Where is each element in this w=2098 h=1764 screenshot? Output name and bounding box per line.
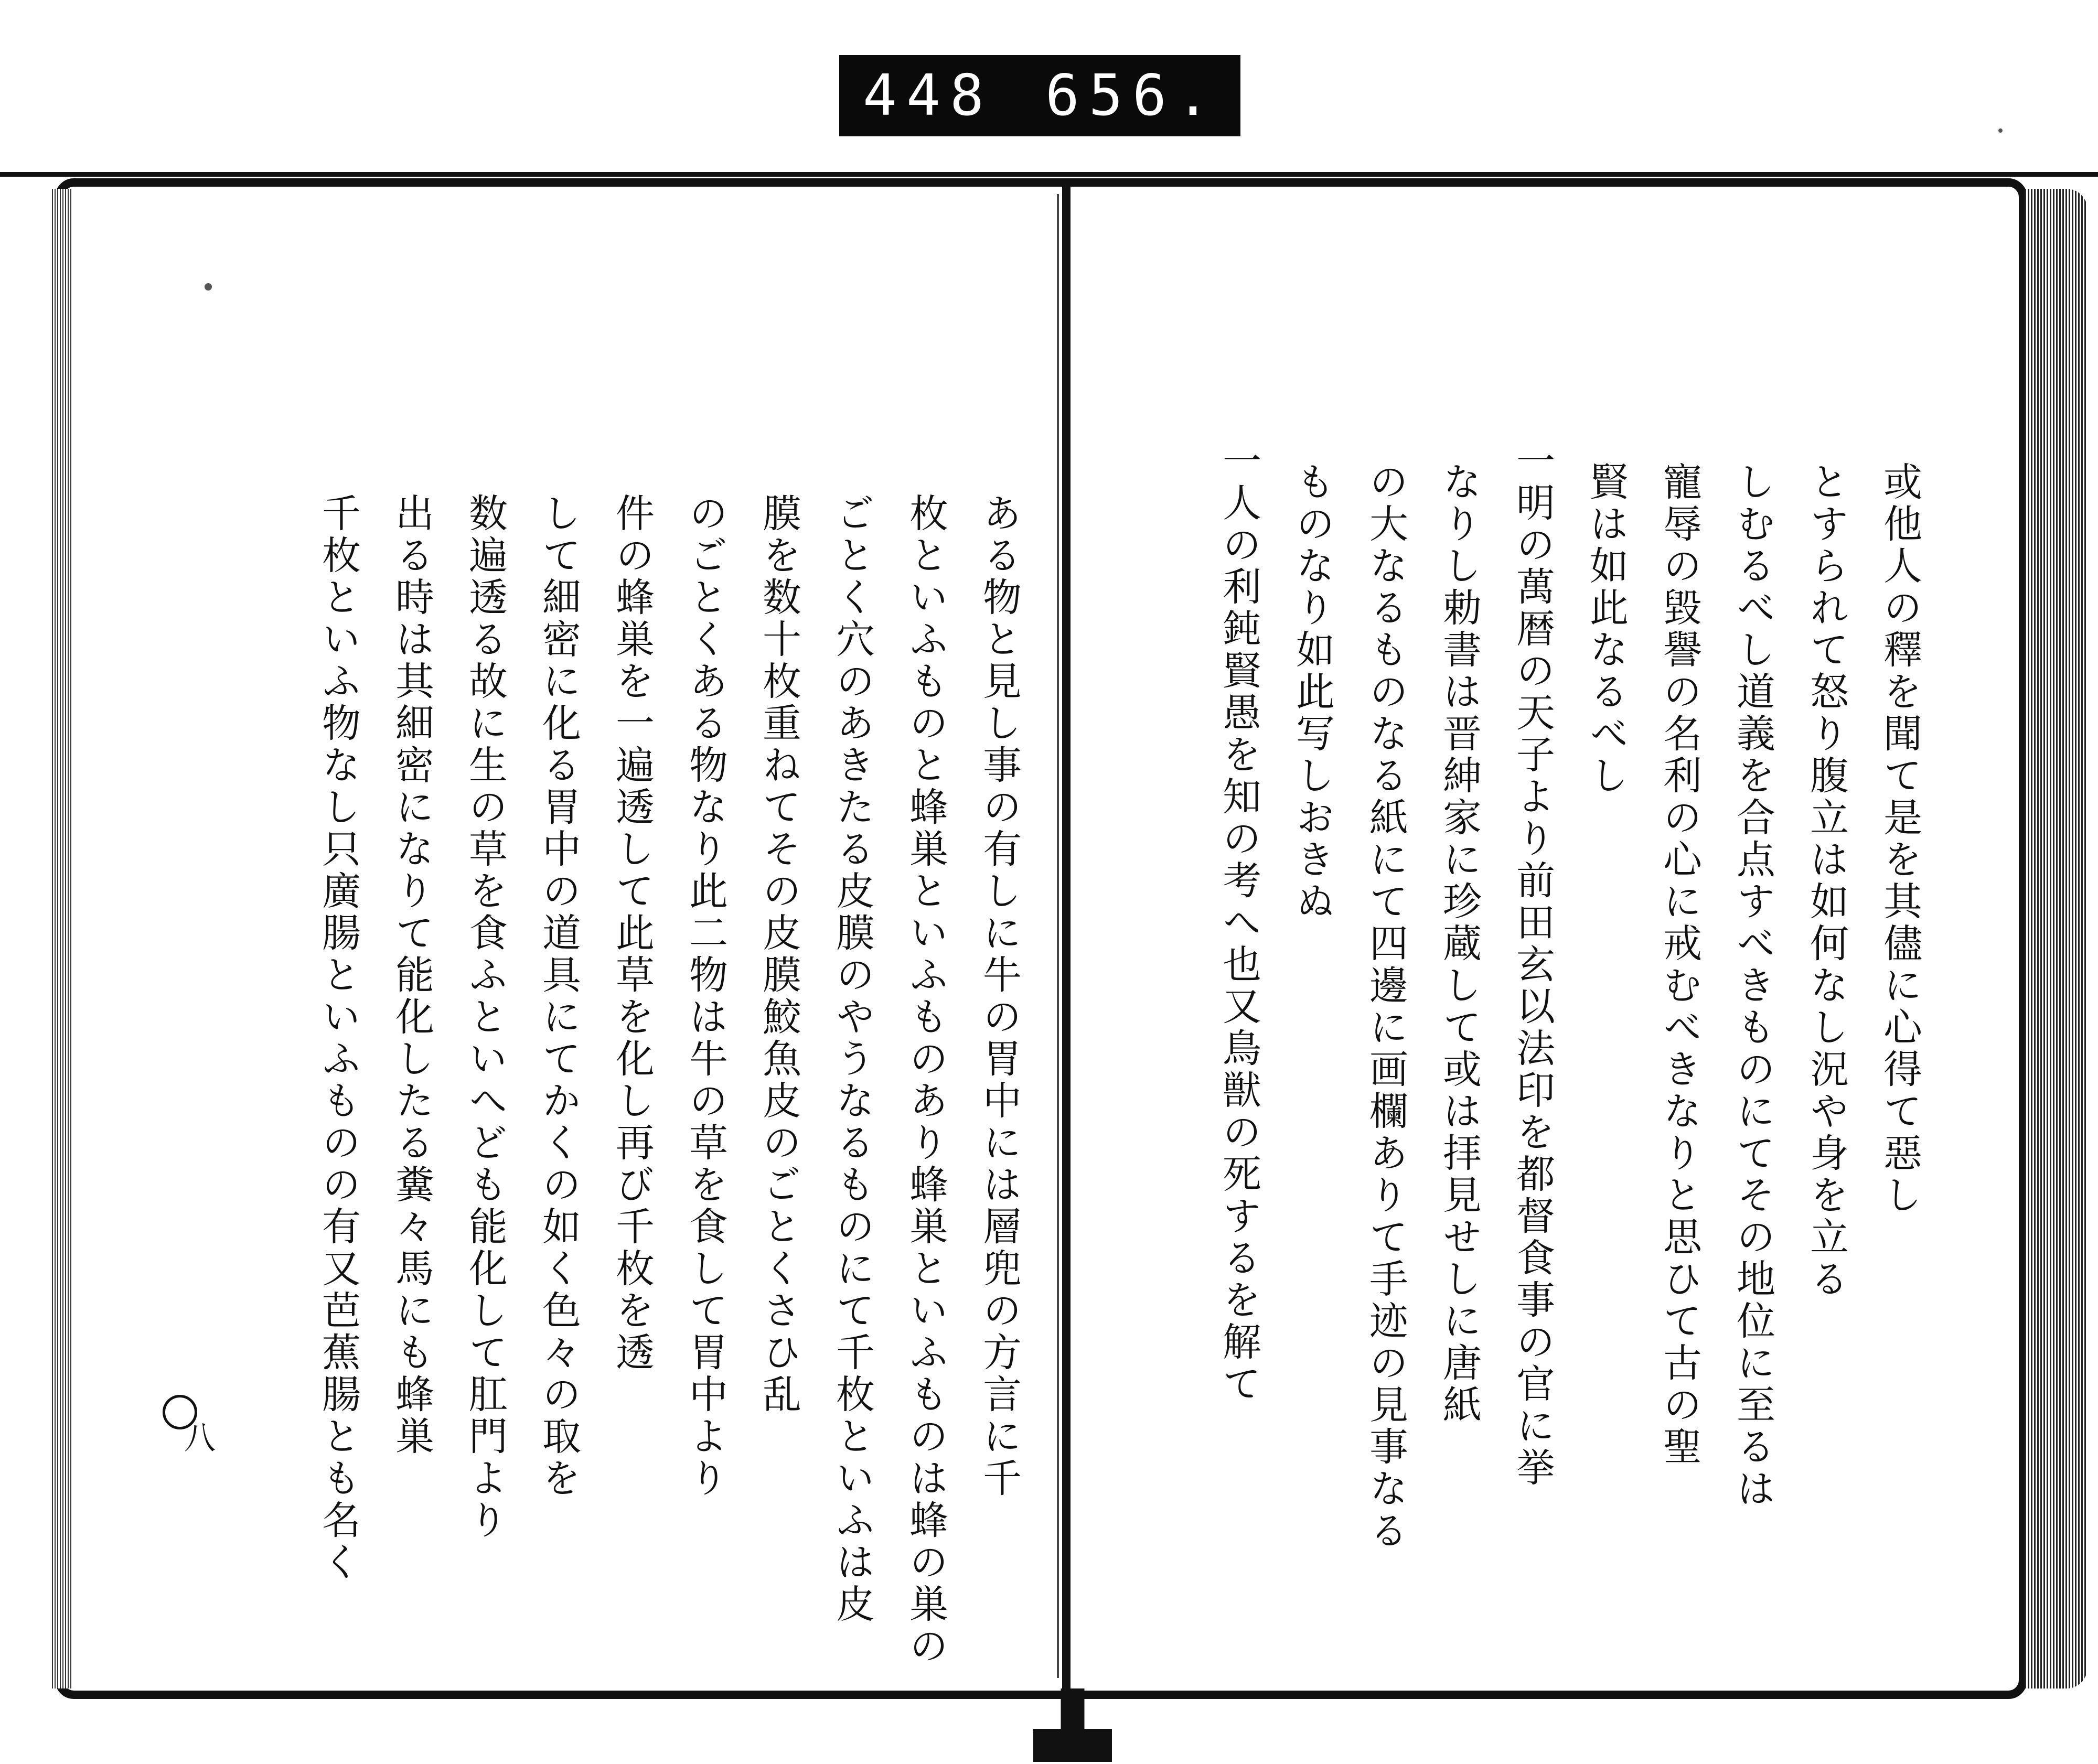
right-column-9: ものなり如此写しおきぬ [1290,461,1335,923]
left-column-3: ごとく穴のあきたる皮膜のやうなるものにて千枚といふは皮 [830,493,875,1626]
left-page-edge [52,189,73,1688]
right-column-4: 寵辱の毀譽の名利の心に戒むべきなりと思ひて古の聖 [1657,461,1702,1468]
right-column-5: 賢は如此なるべし [1583,461,1629,797]
top-rule [0,172,2098,177]
right-column-2: とすられて怒り腹立は如何なし況や身を立る [1804,461,1849,1300]
book-spine [1062,178,1071,1751]
left-column-2: 枚といふものと蜂巣といふものあり蜂巣といふものは蜂の巣の [903,493,948,1668]
label-left-number: 448 [863,63,994,128]
right-column-3: しむるべし道義を合点すべきものにてその地位に至るは [1730,461,1775,1510]
paper-speck [205,283,212,291]
left-column-9: 出る時は其細密になりて能化したる糞々馬にも蜂巣 [389,493,434,1458]
left-column-6: 件の蜂巣を一遍透して此草を化し再び千枚を透 [609,493,655,1374]
left-column-1: ある物と見し事の有しに牛の胃中には層兜の方言に千 [977,493,1022,1500]
right-column-7: なりし勅書は晋紳家に珍蔵して或は拝見せしに唐紙 [1437,461,1482,1426]
left-column-7: して細密に化る胃中の道具にてかくの如く色々の取を [536,493,581,1500]
left-column-10: 千枚といふ物なし只廣腸といふものの有又芭蕉腸とも名く [316,493,361,1584]
archive-label-plate [839,55,1240,136]
left-page [76,194,1059,1678]
right-column-6: 一明の萬暦の天子より前田玄以法印を都督食事の官に挙 [1510,440,1555,1489]
label-right-number: 656. [1045,63,1219,128]
left-column-4: 膜を数十枚重ねてその皮膜鮫魚皮のごとくさひ乱 [756,493,801,1416]
spine-clamp [1033,1688,1112,1762]
left-column-8: 数遍透る故に生の草を食ふといへども能化して肛門より [463,493,508,1542]
right-column-8: の大なるものなる紙にて四邊に画欄ありて手迹の見事なる [1363,461,1408,1552]
page-number-mark: 八 [179,1421,216,1453]
right-fore-edge [2025,189,2088,1688]
paper-speck [1998,128,2003,133]
left-column-5: のごとくある物なり此二物は牛の草を食して胃中より [683,493,728,1500]
right-page [1067,194,2011,1678]
right-column-10: 一人の利鈍賢愚を知の考へ也又鳥獣の死するを解て [1216,440,1261,1405]
right-column-1: 或他人の釋を聞て是を其儘に心得て惡し [1877,461,1922,1217]
open-book [55,178,2027,1699]
